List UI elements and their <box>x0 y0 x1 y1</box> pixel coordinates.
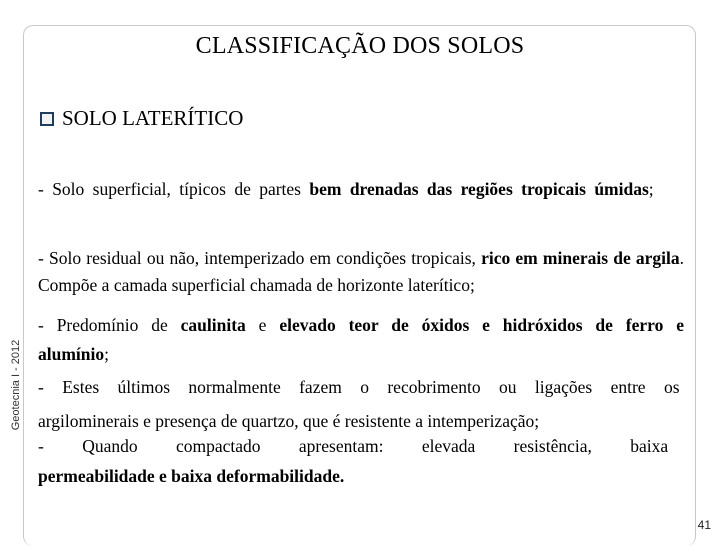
paragraph-5-bold: permeabilidade e baixa deformabilidade. <box>38 466 345 486</box>
paragraph-5 <box>38 431 684 491</box>
paragraph-3-end: ; <box>104 344 110 364</box>
paragraph-2 <box>38 245 684 299</box>
page-number: 41 <box>697 518 711 532</box>
paragraph-3 <box>38 311 684 369</box>
paragraph-3-bold-2: elevado teor de óxidos e hidróxidos de ferro e alumínio <box>38 315 684 364</box>
paragraph-1-text: - Solo superficial, típicos de partes <box>38 179 310 199</box>
side-label <box>4 320 28 450</box>
section-heading-text: SOLO LATERÍTICO <box>62 106 244 130</box>
paragraph-4-line-2: argilominerais e presença de quartzo, que é resistente a intemperização; <box>38 411 540 431</box>
paragraph-3-and: e <box>245 315 280 335</box>
paragraph-1 <box>38 176 684 203</box>
paragraph-2-end: . Compõe a camada superficial chamada de horizonte laterítico; <box>38 248 684 295</box>
paragraph-2-bold: rico em minerais de argila <box>481 248 680 268</box>
paragraph-1-end: ; <box>648 179 654 199</box>
paragraph-4 <box>38 370 684 438</box>
paragraph-2-text: - Solo residual ou não, intemperizado em condições tropicais, <box>38 248 482 268</box>
paragraph-5-line-1: - Quando compactado apresentam: elevada resistência, baixa <box>38 436 669 456</box>
paragraph-4-line-1: - Estes últimos normalmente fazem o recobrimento ou ligações entre os <box>38 377 680 397</box>
paragraph-3-text: - Predomínio de <box>38 315 181 335</box>
paragraph-3-bold-1: caulinita <box>180 315 246 335</box>
side-label-text: Geotecnia I - 2012 <box>10 339 22 431</box>
page-title: CLASSIFICAÇÃO DOS SOLOS <box>195 33 525 59</box>
checkbox-bullet-icon <box>40 112 54 126</box>
section-heading <box>40 106 243 131</box>
paragraph-1-bold: bem drenadas das regiões tropicais úmidas <box>309 179 649 199</box>
